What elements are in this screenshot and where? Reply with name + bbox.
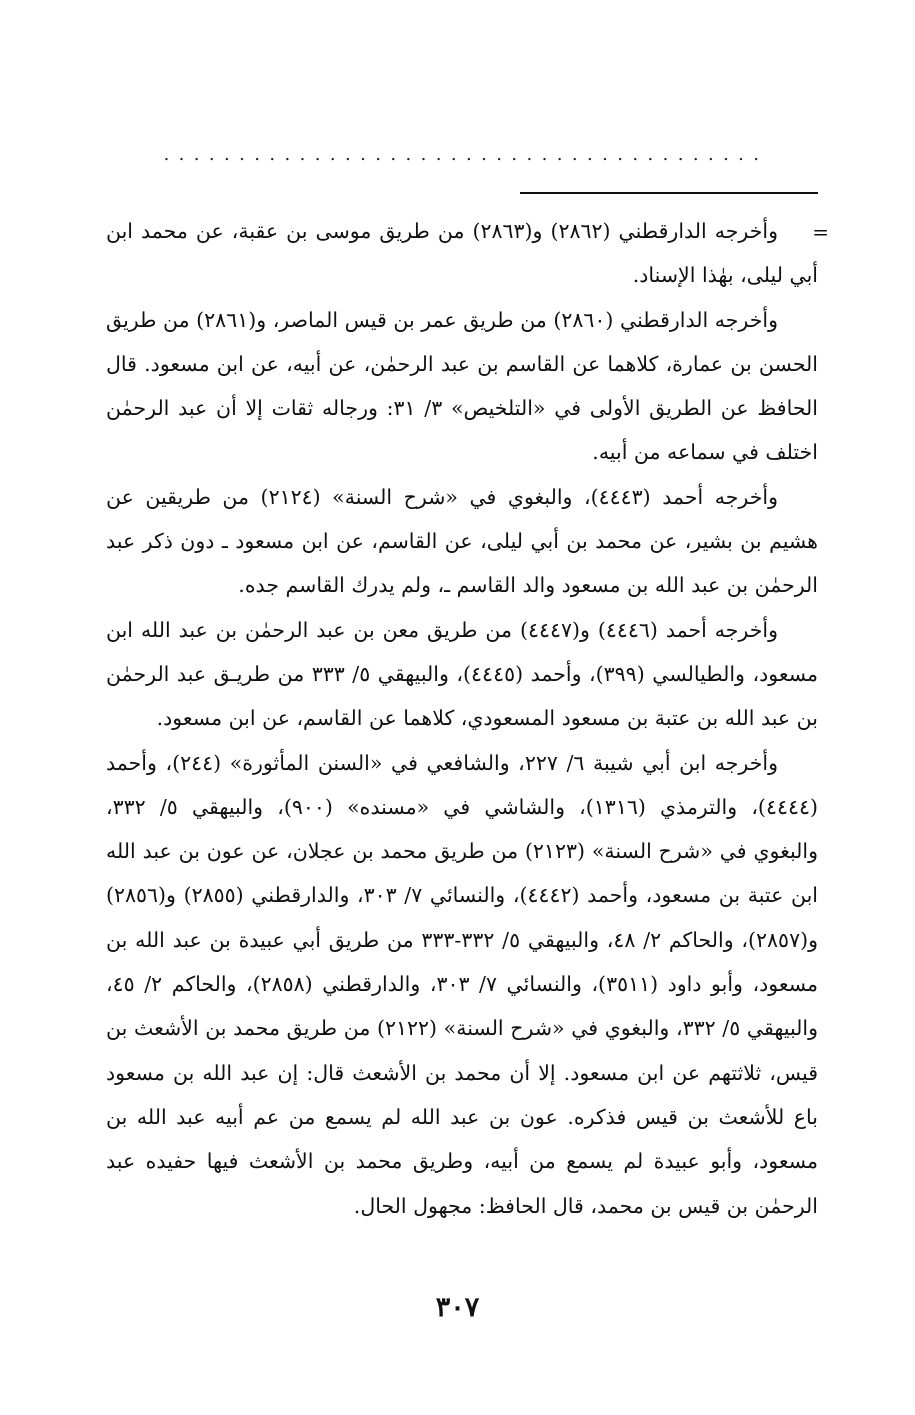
- continuation-mark: =: [812, 220, 829, 244]
- footnote-text: [106, 209, 818, 1228]
- paragraph-4: وأخرجه أحمد (٤٤٤٦) و(٤٤٤٧) من طريق معن بن عبد الرحمٰن بن عبد الله ابن مسعود، والطيالسي (٣٩٩)، وأحمد (٤٤٤٥)، والبيهقي ٥/ ٣٣٣ من طريـق عبد الرحمٰن بن عبد الله بن عتبة بن مسعود المسعودي، كلاهما عن القاسم، عن ابن مسعود.: [106, 617, 818, 731]
- paragraph-3: وأخرجه أحمد (٤٤٤٣)، والبغوي في «شرح السنة» (٢١٢٤) من طريقين عن هشيم بن بشير، عن محمد بن أبي ليلى، عن القاسم، عن ابن مسعود ـ دون ذكر عبد الرحمٰن بن عبد الله بن مسعود والد القاسم ـ، ولم يدرك القاسم جده.: [106, 484, 818, 598]
- paragraph-1: وأخرجه الدارقطني (٢٨٦٢) و(٢٨٦٣) من طريق موسى بن عقبة، عن محمد ابن أبي ليلى، بهٰذا الإسناد.: [106, 219, 818, 288]
- footnote-rule: [520, 192, 818, 194]
- paragraph-5: وأخرجه ابن أبي شيبة ٦/ ٢٢٧، والشافعي في «السنن المأثورة» (٢٤٤)، وأحمد (٤٤٤٤)، والترمذي (١٣١٦)، والشاشي في «مسنده» (٩٠٠)، والبيهقي ٥/ ٣٣٢، والبغوي في «شرح السنة» (٢١٢٣) من طريق محمد بن عجلان، عن عون بن عبد الله ابن عتبة بن مسعود، وأحمد (٤٤٤٢)، والنسائي ٧/ ٣٠٣، والدارقطني (٢٨٥٥) و(٢٨٥٦) و(٢٨٥٧)، والحاكم ٢/ ٤٨، والبيهقي ٥/ ٣٣٢-٣٣٣ من طريق أبي عبيدة بن عبد الله بن مسعود، وأبو داود (٣٥١١)، والنسائي ٧/ ٣٠٣، والدارقطني (٢٨٥٨)، والحاكم ٢/ ٤٥، والبيهقي ٥/ ٣٣٢، والبغوي في «شرح السنة» (٢١٢٢) من طريق محمد بن الأشعث بن قيس، ثلاثتهم عن ابن مسعود. إلا أن محمد بن الأشعث قال: إن عبد الله بن مسعود باع للأشعث بن قيس فذكره. عون بن عبد الله لم يسمع من عم أبيه عبد الله بن مسعود، وأبو عبيدة لم يسمع من أبيه، وطريق محمد بن الأشعث فيها حفيده عبد الرحمٰن بن قيس بن محمد، قال الحافظ: مجهول الحال.: [106, 750, 819, 1218]
- dotted-separator: ........................................: [163, 145, 769, 165]
- page-number: ٣٠٧: [435, 1292, 480, 1323]
- paragraph-2: وأخرجه الدارقطني (٢٨٦٠) من طريق عمر بن قيس الماصر، و(٢٨٦١) من طريق الحسن بن عمارة، كلاهما عن القاسم بن عبد الرحمٰن، عن أبيه، عن ابن مسعود. قال الحافظ عن الطريق الأولى في «التلخيص» ٣/ ٣١: ورجاله ثقات إلا أن عبد الرحمٰن اختلف في سماعه من أبيه.: [106, 307, 818, 465]
